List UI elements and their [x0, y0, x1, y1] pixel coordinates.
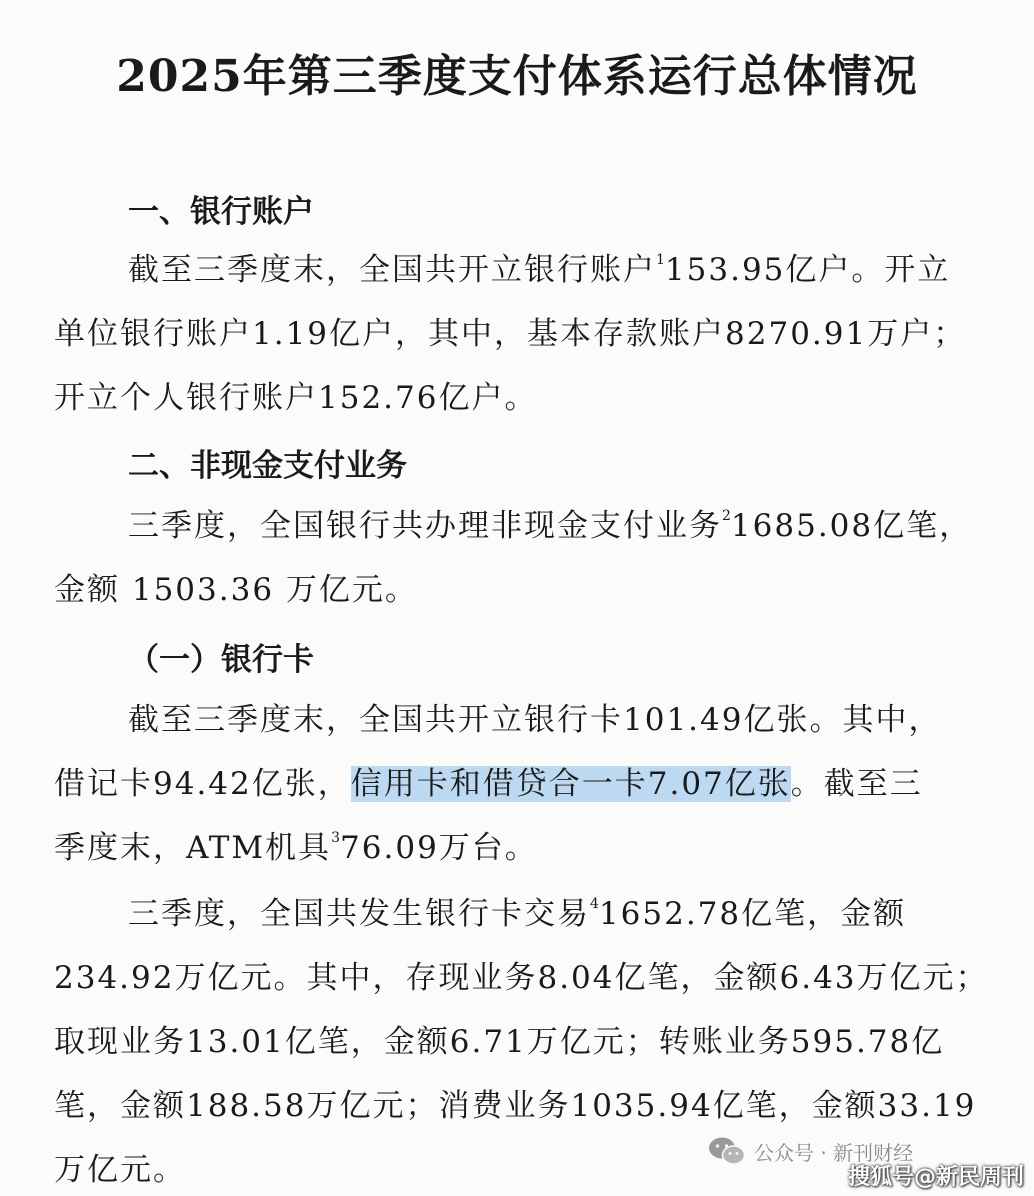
highlighted-text[interactable]: 信用卡和借贷合一卡7.07亿张	[350, 766, 791, 802]
paragraph-line: 笔，金额188.58万亿元；消费业务1035.94亿笔，金额33.19	[54, 1088, 977, 1124]
footnote-marker: 4	[590, 896, 599, 912]
paragraph-line: 借记卡94.42亿张，信用卡和借贷合一卡7.07亿张。截至三	[54, 766, 923, 802]
paragraph-line: 开立个人银行账户152.76亿户。	[54, 380, 538, 416]
paragraph-line: 三季度，全国银行共办理非现金支付业务$^2$1685.08亿笔，	[128, 508, 973, 544]
paragraph-line: 234.92万亿元。其中，存现业务8.04亿笔，金额6.43万亿元；	[54, 960, 989, 996]
paragraph-line: 三季度，全国共发生银行卡交易$^4$1652.78亿笔，金额	[128, 896, 907, 932]
footnote-marker: 2	[722, 508, 731, 524]
section-heading-bank-accounts: 一、银行账户	[128, 194, 314, 230]
footnote-marker: 1	[656, 252, 665, 268]
paragraph-line: 万亿元。	[54, 1152, 186, 1188]
footnote-marker: 3	[331, 830, 341, 846]
source-label: 搜狐号@新民周刊	[847, 1165, 1024, 1190]
wechat-icon	[708, 1136, 746, 1166]
subsection-heading-bank-cards: （一）银行卡	[128, 642, 314, 678]
paragraph-line: 截至三季度末，全国共开立银行账户$^1$153.95亿户。开立	[128, 252, 951, 288]
paragraph-line: 取现业务13.01亿笔，金额6.71万亿元；转账业务595.78亿	[54, 1024, 945, 1060]
paragraph-line: 截至三季度末，全国共开立银行卡101.49亿张。其中，	[128, 702, 942, 738]
document-title: 2025年第三季度支付体系运行总体情况	[116, 51, 918, 102]
watermark-text: 公众号 · 新刊财经	[754, 1140, 914, 1165]
paragraph-line: 金额 1503.36 万亿元。	[54, 572, 418, 608]
paragraph-line: 季度末，ATM机具$^3$76.09万台。	[54, 830, 538, 866]
paragraph-line: 单位银行账户1.19亿户，其中，基本存款账户8270.91万户；	[54, 316, 967, 352]
section-heading-noncash-payments: 二、非现金支付业务	[128, 448, 407, 484]
